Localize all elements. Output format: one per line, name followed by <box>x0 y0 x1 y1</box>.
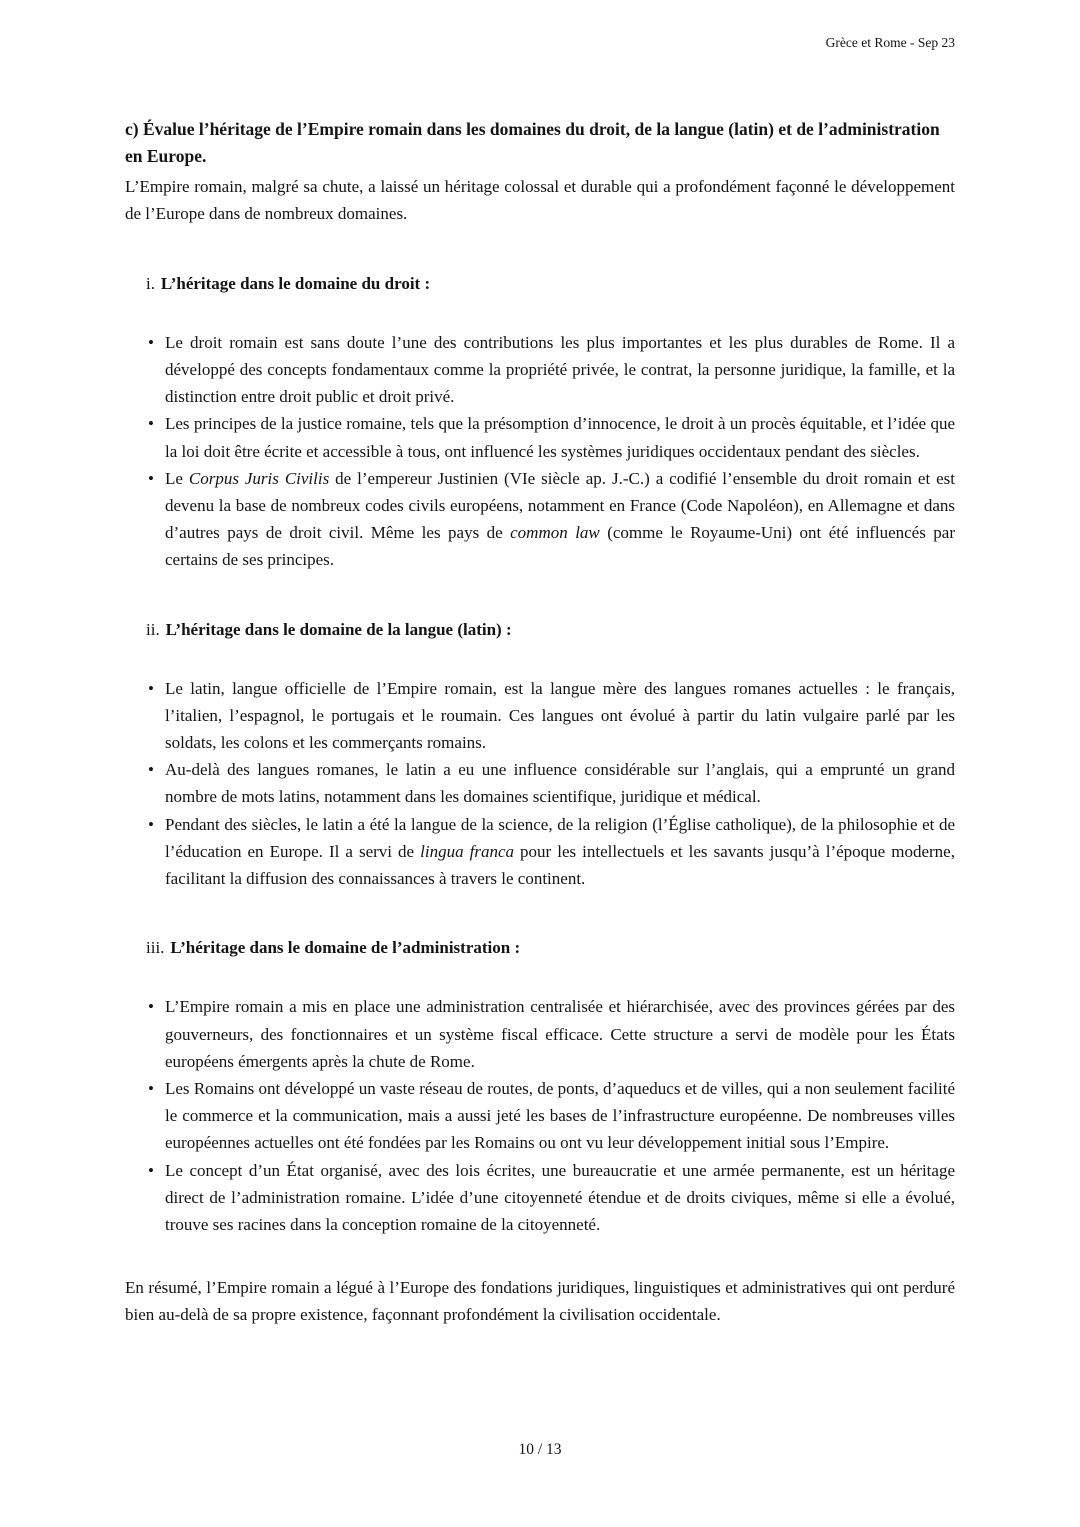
text-run: Le concept d’un État organisé, avec des lois écrites, une bureaucratie et une armée permanente, est un héritage direct de l’administration romaine. L’idée d’une citoyenneté étendue et de droits civiques, même si elle a évolué, trouve ses racines dans la conception romaine de la citoyenneté. <box>165 1160 955 1234</box>
conclusion-paragraph: En résumé, l’Empire romain a légué à l’Europe des fondations juridiques, linguistiques et administratives qui ont perduré bien au-delà de sa propre existence, façonnant profondément la civilisation occidentale. <box>125 1278 955 1325</box>
bullet-item <box>148 465 955 574</box>
text-run: Corpus Juris Civilis <box>188 468 330 488</box>
question-title: c) Évalue l’héritage de l’Empire romain dans les domaines du droit, de la langue (latin) et de l’administration en Europe. <box>125 119 940 167</box>
section-heading <box>146 934 955 961</box>
page-number: 10 / 13 <box>518 1441 562 1459</box>
text-run: Les principes de la justice romaine, tels que la présomption d’innocence, le droit à un procès équitable, et l’idée que la loi doit être écrite et accessible à tous, ont influencé les systèmes juridiques occidentaux pendant des siècles. <box>165 414 955 461</box>
bullet-list <box>125 329 955 574</box>
bullet-item <box>148 811 955 893</box>
text-run: common law <box>510 523 600 543</box>
header-text: Grèce et Rome - Sep 23 <box>825 35 955 50</box>
section-heading <box>146 616 955 643</box>
bullet-item <box>148 993 955 1075</box>
page-footer <box>0 1438 1080 1463</box>
text-run: de l’empereur Justinien (VIe siècle ap. J.-C.) a codifié l’ensemble du droit romain et est devenu la base de nombreux codes civils européens, notamment en France (Code Napoléon), en Allemagne et dans d’autres pays de droit civil. Même les pays de <box>165 468 955 543</box>
section-title: L’héritage dans le domaine de l’administration : <box>170 938 521 958</box>
section-label: iii. <box>146 938 165 958</box>
text-run: Le <box>165 468 189 488</box>
section-title: L’héritage dans le domaine de la langue (latin) : <box>165 619 512 639</box>
section-label: i. <box>146 273 155 293</box>
sections-container <box>125 270 955 1238</box>
bullet-list <box>125 993 955 1238</box>
text-run: (comme le Royaume-Uni) ont été influencés par certains de ses principes. <box>165 523 955 570</box>
text-run: Le latin, langue officielle de l’Empire romain, est la langue mère des langues romanes actuelles : le français, l’italien, l’espagnol, le portugais et le roumain. Ces langues ont évolué à partir du latin vulgaire parlé par les soldats, les colons et les commerçants romains. <box>165 678 955 753</box>
section-heading <box>146 270 955 297</box>
text-run: lingua franca <box>420 841 515 861</box>
document-content <box>125 116 955 1328</box>
section <box>125 616 955 893</box>
section <box>125 934 955 1238</box>
text-run: Au-delà des langues romanes, le latin a eu une influence considérable sur l’anglais, qui a emprunté un grand nombre de mots latins, notamment dans les domaines scientifique, juridique et médical. <box>165 760 955 807</box>
text-run: Pendant des siècles, le latin a été la langue de la science, de la religion (l’Église catholique), de la philosophie et de l’éducation en Europe. Il a servi de <box>165 814 955 861</box>
text-run: pour les intellectuels et les savants jusqu’à l’époque moderne, facilitant la diffusion des connaissances à travers le continent. <box>165 841 955 888</box>
section <box>125 270 955 574</box>
section-title: L’héritage dans le domaine du droit : <box>160 273 431 293</box>
page-header <box>826 34 955 52</box>
bullet-item <box>148 675 955 757</box>
bullet-item <box>148 756 955 810</box>
bullet-list <box>125 675 955 893</box>
section-label: ii. <box>146 619 160 639</box>
bullet-item <box>148 410 955 464</box>
text-run: Les Romains ont développé un vaste réseau de routes, de ponts, d’aqueducs et de villes, qui a non seulement facilité le commerce et la communication, mais a aussi jeté les bases de l’infrastructure européenne. De nombreuses villes européennes actuelles ont été fondées par les Romains ou ont vu leur développement initial sous l’Empire. <box>165 1078 955 1153</box>
bullet-item <box>148 1075 955 1157</box>
text-run: L’Empire romain a mis en place une administration centralisée et hiérarchisée, avec des provinces gérées par des gouverneurs, des fonctionnaires et un système fiscal efficace. Cette structure a servi de modèle pour les États européens émergents après la chute de Rome. <box>165 997 955 1071</box>
bullet-item <box>148 329 955 411</box>
bullet-item <box>148 1157 955 1239</box>
intro-paragraph: L’Empire romain, malgré sa chute, a laissé un héritage colossal et durable qui a profondément façonné le développement de l’Europe dans de nombreux domaines. <box>125 177 955 224</box>
text-run: Le droit romain est sans doute l’une des contributions les plus importantes et les plus durables de Rome. Il a développé des concepts fondamentaux comme la propriété privée, le contrat, la personne juridique, la famille, et la distinction entre droit public et droit privé. <box>165 332 955 407</box>
